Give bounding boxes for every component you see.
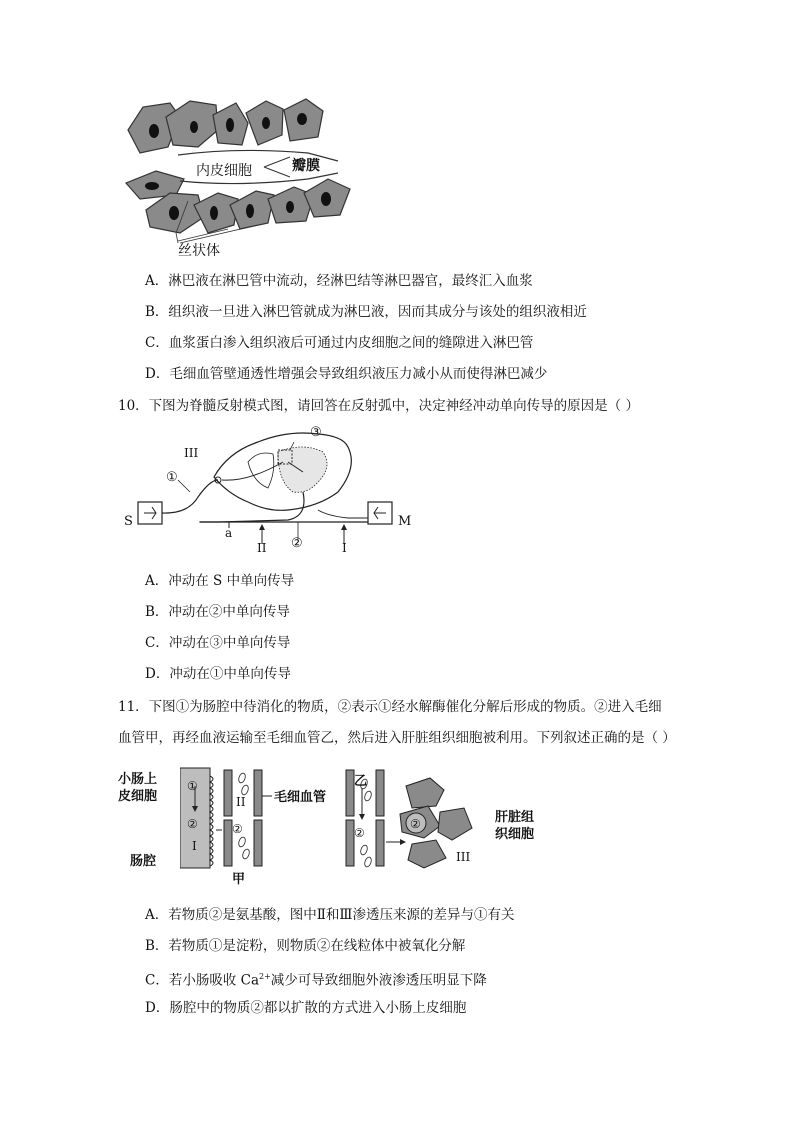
intestine-absorption-figure <box>180 766 480 876</box>
q9-option-c: C．血浆蛋白渗入组织液后可通过内皮细胞之间的缝隙进入淋巴管 <box>145 335 534 351</box>
spinal-reflex-figure <box>118 422 418 552</box>
capillary-yi-label: 乙 <box>354 774 368 789</box>
endothelial-cell-label: 内皮细胞 <box>196 163 252 179</box>
reflex-label-s: S <box>124 514 133 529</box>
liver-label-iii: III <box>456 850 471 864</box>
reflex-label-i: I <box>342 541 347 555</box>
epithelial-label-line1: 小肠上 <box>118 772 158 787</box>
filament-label: 丝状体 <box>178 243 220 259</box>
intestine-label-i: I <box>192 839 197 853</box>
q10-stem: 10．下图为脊髓反射模式图，请回答在反射弧中，决定神经冲动单向传导的原因是（ ） <box>118 398 639 414</box>
valve-label: 瓣膜 <box>292 158 320 174</box>
intestine-jia-label-2: ② <box>232 822 243 836</box>
q10-option-a: A．冲动在 S 中单向传导 <box>145 573 295 589</box>
q11-option-d: D．肠腔中的物质②都以扩散的方式进入小肠上皮细胞 <box>145 1000 467 1016</box>
q10-option-d: D．冲动在①中单向传导 <box>145 666 291 682</box>
lumen-label: 肠腔 <box>130 854 157 869</box>
q11-option-b: B．若物质①是淀粉，则物质②在线粒体中被氧化分解 <box>145 938 466 954</box>
intestine-label-ii: II <box>236 795 246 809</box>
liver-label-line2: 织细胞 <box>495 827 535 842</box>
q9-option-b: B．组织液一旦进入淋巴管就成为淋巴液，因而其成分与该处的组织液相近 <box>145 304 587 320</box>
q10-option-b: B．冲动在②中单向传导 <box>145 604 290 620</box>
reflex-label-iii: III <box>184 446 199 460</box>
q11-stem-line2: 血管甲，再经血液运输至毛细血管乙，然后进入肝脏组织细胞被利用。下列叙述正确的是（ ） <box>118 730 676 746</box>
intestine-label-2: ② <box>187 817 198 831</box>
q11-option-c-pre: C．若小肠吸收 Ca <box>145 972 259 989</box>
capillary-jia-label: 甲 <box>232 872 246 887</box>
lymph-capillary-figure <box>118 95 378 265</box>
reflex-label-ii: II <box>257 541 267 555</box>
intestine-label-1: ① <box>187 779 198 793</box>
reflex-label-a: a <box>225 526 233 540</box>
reflex-label-1: ① <box>166 470 178 485</box>
capillary-yi-label-2: ② <box>354 826 365 840</box>
q10-option-c: C．冲动在③中单向传导 <box>145 635 291 651</box>
q9-option-d: D．毛细血管壁通透性增强会导致组织液压力减小从而使得淋巴减少 <box>145 366 548 382</box>
liver-label-line1: 肝脏组 <box>495 810 535 825</box>
liver-cell-label-2: ② <box>410 817 421 831</box>
reflex-label-m: M <box>398 514 412 529</box>
reflex-label-3: ③ <box>310 425 322 440</box>
q11-option-a: A．若物质②是氨基酸，图中Ⅱ和Ⅲ渗透压来源的差异与①有关 <box>145 907 515 923</box>
q11-option-c <box>145 968 487 990</box>
q11-option-c-post: 减少可导致细胞外液渗透压明显下降 <box>270 972 487 989</box>
capillary-label: 毛细血管 <box>274 790 327 805</box>
q11-option-c-sup: 2+ <box>259 972 271 981</box>
epithelial-label-line2: 皮细胞 <box>118 789 158 804</box>
q9-option-a: A．淋巴液在淋巴管中流动，经淋巴结等淋巴器官，最终汇入血浆 <box>145 273 533 289</box>
reflex-label-2: ② <box>291 536 303 551</box>
q11-stem-line1: 11．下图①为肠腔中待消化的物质，②表示①经水解酶催化分解后形成的物质。②进入毛细 <box>118 699 662 715</box>
